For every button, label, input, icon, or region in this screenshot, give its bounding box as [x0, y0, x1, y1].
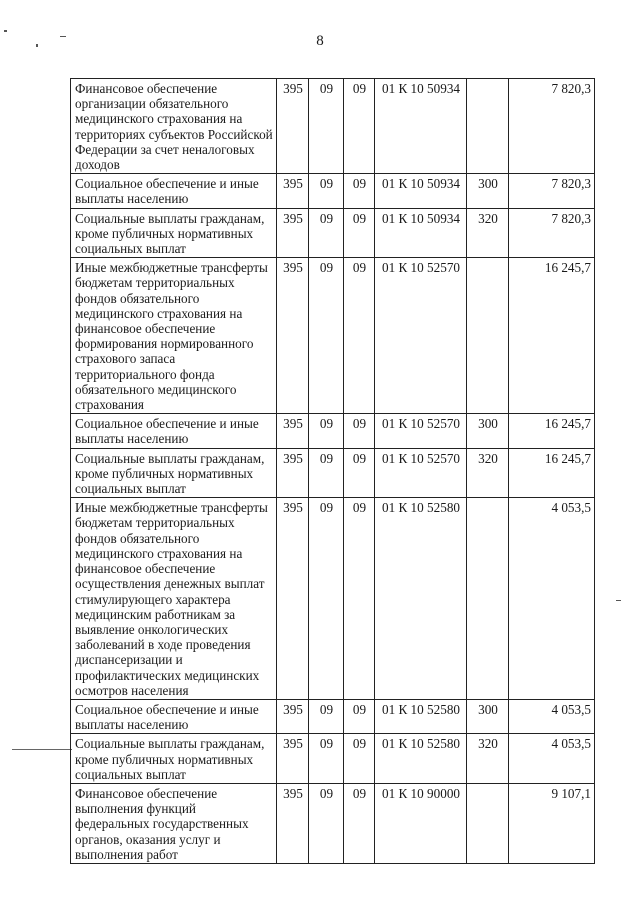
- row-expense-type: [467, 79, 509, 174]
- row-expense-type: [467, 498, 509, 700]
- table-row: [71, 448, 595, 498]
- row-grbs: 395: [277, 699, 309, 733]
- row-name: Финансовое обеспечение организации обязательного медицинского страхования на территориях субъектов Российской Федерации за счет неналоговых доходов: [71, 79, 277, 174]
- row-subsection: 09: [344, 414, 375, 448]
- row-target-item: 01 К 10 50934: [375, 208, 467, 258]
- row-expense-type: 320: [467, 734, 509, 784]
- row-section: 09: [309, 414, 344, 448]
- scan-line: [12, 749, 72, 750]
- row-target-item: 01 К 10 52580: [375, 699, 467, 733]
- row-name: Социальные выплаты гражданам, кроме публичных нормативных социальных выплат: [71, 734, 277, 784]
- table-row: [71, 414, 595, 448]
- row-grbs: 395: [277, 498, 309, 700]
- row-amount: 7 820,3: [509, 174, 595, 208]
- row-target-item: 01 К 10 52570: [375, 448, 467, 498]
- row-section: 09: [309, 258, 344, 414]
- row-subsection: 09: [344, 208, 375, 258]
- row-name: Социальные выплаты гражданам, кроме публичных нормативных социальных выплат: [71, 448, 277, 498]
- row-target-item: 01 К 10 52580: [375, 498, 467, 700]
- row-grbs: 395: [277, 734, 309, 784]
- row-subsection: 09: [344, 498, 375, 700]
- row-grbs: 395: [277, 258, 309, 414]
- row-amount: 16 245,7: [509, 448, 595, 498]
- scan-mark: [616, 600, 621, 601]
- row-grbs: 395: [277, 208, 309, 258]
- row-grbs: 395: [277, 174, 309, 208]
- row-amount: 7 820,3: [509, 79, 595, 174]
- row-grbs: 395: [277, 448, 309, 498]
- row-amount: 4 053,5: [509, 498, 595, 700]
- row-subsection: 09: [344, 79, 375, 174]
- row-target-item: 01 К 10 52570: [375, 258, 467, 414]
- scan-mark: [36, 44, 38, 47]
- scan-mark: [60, 36, 66, 37]
- row-subsection: 09: [344, 783, 375, 863]
- table-row: [71, 79, 595, 174]
- row-section: 09: [309, 734, 344, 784]
- row-subsection: 09: [344, 734, 375, 784]
- row-expense-type: 320: [467, 448, 509, 498]
- row-amount: 9 107,1: [509, 783, 595, 863]
- row-target-item: 01 К 10 50934: [375, 174, 467, 208]
- row-expense-type: 300: [467, 414, 509, 448]
- row-grbs: 395: [277, 783, 309, 863]
- row-target-item: 01 К 10 52580: [375, 734, 467, 784]
- budget-table: [70, 78, 595, 864]
- row-name: Социальное обеспечение и иные выплаты населению: [71, 414, 277, 448]
- row-section: 09: [309, 498, 344, 700]
- table-row: [71, 174, 595, 208]
- row-expense-type: [467, 258, 509, 414]
- row-section: 09: [309, 783, 344, 863]
- row-name: Иные межбюджетные трансферты бюджетам территориальных фондов обязательного медицинского страхования на финансовое обеспечение формирования нормированного страхового запаса территориального фонда обязательного медицинского страхования: [71, 258, 277, 414]
- row-target-item: 01 К 10 90000: [375, 783, 467, 863]
- table-row: [71, 783, 595, 863]
- row-name: Социальное обеспечение и иные выплаты населению: [71, 699, 277, 733]
- row-expense-type: 320: [467, 208, 509, 258]
- row-grbs: 395: [277, 414, 309, 448]
- row-amount: 7 820,3: [509, 208, 595, 258]
- row-expense-type: 300: [467, 174, 509, 208]
- row-grbs: 395: [277, 79, 309, 174]
- row-subsection: 09: [344, 174, 375, 208]
- row-subsection: 09: [344, 448, 375, 498]
- row-section: 09: [309, 174, 344, 208]
- row-subsection: 09: [344, 699, 375, 733]
- row-section: 09: [309, 699, 344, 733]
- page-number: 8: [316, 33, 324, 49]
- table-row: [71, 258, 595, 414]
- row-name: Социальное обеспечение и иные выплаты населению: [71, 174, 277, 208]
- row-amount: 4 053,5: [509, 699, 595, 733]
- row-target-item: 01 К 10 50934: [375, 79, 467, 174]
- row-expense-type: [467, 783, 509, 863]
- table-row: [71, 734, 595, 784]
- row-target-item: 01 К 10 52570: [375, 414, 467, 448]
- row-expense-type: 300: [467, 699, 509, 733]
- table-row: [71, 699, 595, 733]
- row-amount: 16 245,7: [509, 258, 595, 414]
- row-name: Финансовое обеспечение выполнения функций федеральных государственных органов, оказания услуг и выполнения работ: [71, 783, 277, 863]
- row-section: 09: [309, 79, 344, 174]
- row-amount: 16 245,7: [509, 414, 595, 448]
- table-row: [71, 498, 595, 700]
- row-name: Иные межбюджетные трансферты бюджетам территориальных фондов обязательного медицинского страхования на финансовое обеспечение осуществления денежных выплат стимулирующего характера медицинским работникам за выявление онкологических заболеваний в ходе проведения диспансеризации и профилактических медицинских осмотров населения: [71, 498, 277, 700]
- row-name: Социальные выплаты гражданам, кроме публичных нормативных социальных выплат: [71, 208, 277, 258]
- row-section: 09: [309, 208, 344, 258]
- row-section: 09: [309, 448, 344, 498]
- scan-mark: [4, 30, 7, 32]
- row-subsection: 09: [344, 258, 375, 414]
- table-row: [71, 208, 595, 258]
- row-amount: 4 053,5: [509, 734, 595, 784]
